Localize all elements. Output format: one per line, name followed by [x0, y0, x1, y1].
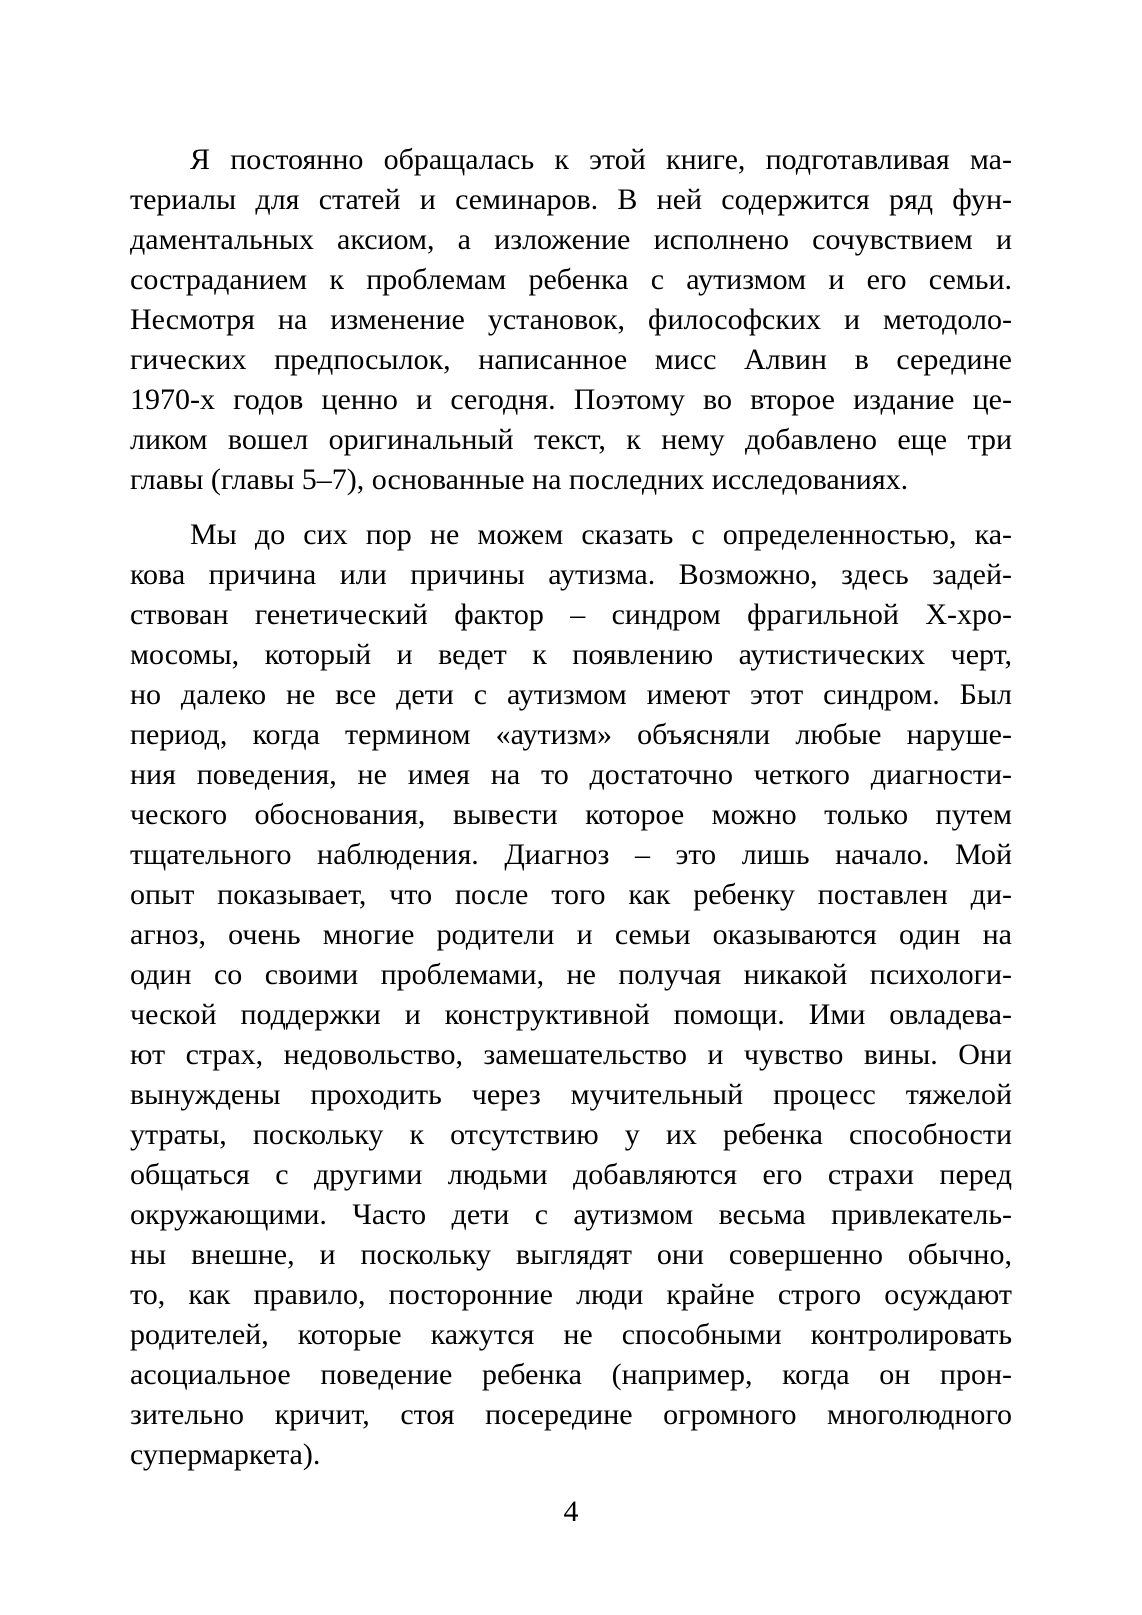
text-line: главы (главы 5–7), основанные на последних исследованиях. [130, 463, 909, 496]
text-line: период, когда термином «аутизм» объясняли любые наруше- [130, 718, 1012, 751]
text-line: супермаркета). [130, 1438, 321, 1471]
text-line: Несмотря на изменение установок, философских и методоло- [130, 303, 1012, 336]
paragraph-1 [130, 140, 1012, 500]
text-line: один со своими проблемами, не получая никакой психологи- [130, 958, 1012, 991]
text-line: ния поведения, не имея на то достаточно четкого диагности- [130, 758, 1012, 791]
text-line: асоциальное поведение ребенка (например, когда он прон- [130, 1358, 1012, 1391]
text-line: ческого обоснования, вывести которое можно только путем [130, 798, 1012, 831]
text-line: ческой поддержки и конструктивной помощи. Ими овладева- [130, 998, 1012, 1031]
text-line: ствован генетический фактор – синдром фрагильной Х-хро- [130, 598, 1012, 631]
text-line: вынуждены проходить через мучительный процесс тяжелой [130, 1078, 1012, 1111]
text-line: ны внешне, и поскольку выглядят они совершенно обычно, [130, 1238, 1012, 1271]
text-line: то, как правило, посторонние люди крайне строго осуждают [130, 1278, 1012, 1311]
text-line: опыт показывает, что после того как ребенку поставлен ди- [130, 878, 1012, 911]
page-number: 4 [563, 1495, 579, 1528]
text-line: даментальных аксиом, а изложение исполнено сочувствием и [130, 223, 1012, 256]
text-line: утраты, поскольку к отсутствию у их ребенка способности [130, 1118, 1012, 1151]
text-line: ют страх, недовольство, замешательство и чувство вины. Они [130, 1038, 1012, 1071]
text-line: родителей, которые кажутся не способными контролировать [130, 1318, 1012, 1351]
text-line: Мы до сих пор не можем сказать с определенностью, ка- [190, 518, 1012, 551]
text-line: мосомы, который и ведет к появлению аутистических черт, [130, 638, 1012, 671]
text-line: окружающими. Часто дети с аутизмом весьма привлекатель- [130, 1198, 1012, 1231]
text-line: но далеко не все дети с аутизмом имеют этот синдром. Был [130, 678, 1012, 711]
paragraph-2 [130, 515, 1012, 1475]
text-line: тщательного наблюдения. Диагноз – это лишь начало. Мой [130, 838, 1012, 871]
text-line: агноз, очень многие родители и семьи оказываются один на [130, 918, 1012, 951]
text-line: состраданием к проблемам ребенка с аутизмом и его семьи. [130, 263, 1012, 296]
text-line: ликом вошел оригинальный текст, к нему добавлено еще три [130, 423, 1012, 456]
text-line: Я постоянно обращалась к этой книге, подготавливая ма- [190, 143, 1012, 176]
text-line: гических предпосылок, написанное мисс Алвин в середине [130, 343, 1012, 376]
text-line: общаться с другими людьми добавляются его страхи перед [130, 1158, 1012, 1191]
text-line: териалы для статей и семинаров. В ней содержится ряд фун- [130, 183, 1012, 216]
text-block [130, 140, 1012, 1475]
text-line: 1970-х годов ценно и сегодня. Поэтому во второе издание це- [130, 383, 1012, 416]
text-line: зительно кричит, стоя посередине огромного многолюдного [130, 1398, 1012, 1431]
text-line: кова причина или причины аутизма. Возможно, здесь задей- [130, 558, 1012, 591]
